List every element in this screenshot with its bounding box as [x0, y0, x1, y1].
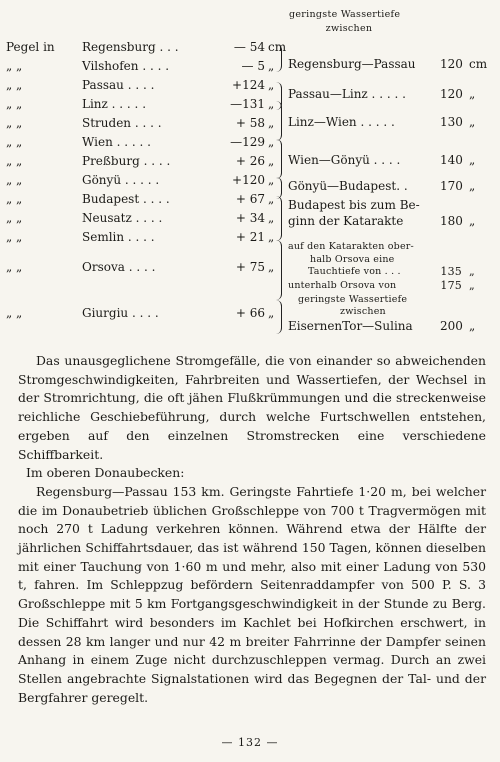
pegel-place: Semlin . . . . [82, 230, 155, 244]
pegel-unit: cm [268, 40, 287, 54]
route-unit: „ [469, 153, 476, 167]
route-unit: „ [469, 319, 476, 333]
pegel-unit: „ [268, 211, 275, 225]
pegel-value: —131 [230, 97, 265, 111]
section-heading: Im oberen Donaubecken: [26, 465, 185, 481]
pegel-place: Orsova . . . . [82, 260, 156, 274]
katarakte-line: geringste Wassertiefe [298, 294, 408, 305]
pegel-place: Neusatz . . . . [82, 211, 163, 225]
pegel-place: Preßburg . . . . [82, 154, 171, 168]
pegel-lead: „ „ [6, 230, 23, 244]
pegel-unit: „ [268, 230, 275, 244]
pegel-value: + 21 [235, 230, 265, 244]
route-unit: „ [469, 87, 476, 101]
route-unit: „ [469, 179, 476, 193]
route-name: Regensburg—Passau [288, 57, 416, 71]
pegel-unit: „ [268, 97, 275, 111]
route-name: Linz—Wien . . . . . [288, 115, 395, 129]
pegel-lead: „ „ [6, 97, 23, 111]
paragraph: Das unausgeglichene Stromgefälle, die von einander so abweichenden Stromgeschwindigkeiten, Fahrbreiten und Wassertiefen, der Wechsel in der Stromrichtung, die oft jähen Flußkrümmungen und die streckenweise reichliche Geschiebeführung, durch welche Furtschwellen entstehen, ergeben auf den einzelnen Stromstrecken eine verschiedene Schiffbarkeit. [18, 353, 486, 462]
brace [271, 139, 282, 179]
pegel-lead: „ „ [6, 59, 23, 73]
header-line-2: zwischen [325, 23, 373, 34]
route-name-line1: Budapest bis zum Be- [288, 198, 420, 212]
header-line-1: geringste Wassertiefe [289, 9, 401, 20]
pegel-lead: „ „ [6, 260, 23, 274]
pegel-unit: „ [268, 173, 275, 187]
pegel-place: Passau . . . . [82, 78, 155, 92]
pegel-unit: „ [268, 306, 275, 320]
pegel-value: +120 [232, 173, 265, 187]
katarakte-line: zwischen [340, 306, 386, 317]
route-value: 140 [440, 153, 463, 167]
pegel-lead: „ „ [6, 192, 23, 206]
pegel-value: + 66 [235, 306, 265, 320]
katarakte-line: halb Orsova eine [310, 254, 395, 265]
route-value: 120 [440, 87, 463, 101]
route-name: Passau—Linz . . . . . [288, 87, 406, 101]
pegel-value: — 54 [233, 40, 265, 54]
pegel-lead: „ „ [6, 173, 23, 187]
brace [271, 196, 282, 241]
katarakte-note [288, 305, 493, 319]
pegel-unit: „ [268, 192, 275, 206]
brace [271, 300, 282, 334]
route-unit: „ [469, 214, 476, 228]
katarakte-unit: „ [469, 265, 475, 278]
pegel-place: Struden . . . . [82, 116, 162, 130]
pegel-place: Gönyü . . . . . [82, 173, 160, 187]
route-value: 180 [440, 214, 463, 228]
pegel-place: Regensburg . . . [82, 40, 179, 54]
route-name: Gönyü—Budapest. . [288, 179, 408, 193]
route-value: 120 [440, 57, 463, 71]
katarakte-note [288, 265, 493, 279]
pegel-place: Wien . . . . . [82, 135, 151, 149]
pegel-lead: „ „ [6, 135, 23, 149]
route-unit: cm [469, 57, 488, 71]
route-name: EisernenTor—Sulina [288, 319, 413, 333]
pegel-place: Vilshofen . . . . [82, 59, 170, 73]
pegel-lead: „ „ [6, 154, 23, 168]
table-header [289, 8, 429, 36]
pegel-unit: „ [268, 260, 275, 274]
route-name-line2: ginn der Katarakte [288, 214, 404, 228]
katarakte-line: Tauchtiefe von . . . [308, 266, 401, 277]
pegel-unit: „ [268, 59, 275, 73]
pegel-value: + 75 [235, 260, 265, 274]
pegel-unit: „ [268, 78, 275, 92]
katarakte-line: unterhalb Orsova von [288, 280, 397, 291]
pegel-value: —129 [230, 135, 265, 149]
pegel-unit: „ [268, 116, 275, 130]
pegel-value: + 34 [235, 211, 265, 225]
pegel-lead: „ „ [6, 78, 23, 92]
route-value: 130 [440, 115, 463, 129]
pegel-value: +124 [232, 78, 265, 92]
katarakte-value: 135 [440, 265, 462, 278]
pegel-place: Linz . . . . . [82, 97, 147, 111]
pegel-place: Giurgiu . . . . [82, 306, 159, 320]
route-unit: „ [469, 115, 476, 129]
page-number: — 132 — [221, 736, 279, 749]
pegel-lead: „ „ [6, 306, 23, 320]
pegel-value: + 58 [235, 116, 265, 130]
katarakte-value: 175 [440, 279, 462, 292]
brace [271, 44, 282, 72]
pegel-value: + 67 [235, 192, 265, 206]
brace [271, 101, 282, 141]
pegel-place: Budapest . . . . [82, 192, 170, 206]
pegel-unit: „ [268, 154, 275, 168]
pegel-value: — 5 [241, 59, 265, 73]
katarakte-note [288, 240, 493, 254]
pegel-unit: „ [268, 135, 275, 149]
route-value: 200 [440, 319, 463, 333]
katarakte-line: auf den Katarakten ober- [288, 241, 414, 252]
pegel-value: + 26 [235, 154, 265, 168]
body-text [18, 352, 486, 707]
pegel-lead: „ „ [6, 116, 23, 130]
pegel-lead: Pegel in [6, 40, 55, 54]
brace [271, 240, 282, 300]
route-value: 170 [440, 179, 463, 193]
katarakte-unit: „ [469, 279, 475, 292]
pegel-lead: „ „ [6, 211, 23, 225]
route-name: Wien—Gönyü . . . . [288, 153, 401, 167]
katarakte-note [288, 279, 493, 293]
paragraph: Regensburg—Passau 153 km. Geringste Fahrtiefe 1·20 m, bei welcher die im Donaubetrieb üblichen Großschleppe von 700 t Tragvermögen mit noch 270 t Ladung verkehren können. Während etwa der Hälfte der jährlichen Schiffahrtsdauer, das ist während 150 Tagen, können dieselben mit einer Tauchung von 1·60 m und mehr, also mit einer Ladung von 530 t, fahren. Im Schleppzug befördern Seitenraddampfer von 500 P. S. 3 Großschleppe mit 5 km Fortgangsgeschwindigkeit in der Stunde zu Berg. Die Schiffahrt wird besonders im Kachlet bei Hofkirchen erschwert, in dessen 28 km langer und nur 42 m breiter Fahrrinne der Dampfer seinen Anhang in einem Zuge nicht durchzuschleppen vermag. Durch an zwei Stellen angebrachte Signalstationen wird das Begegnen der Tal- und der Bergfahrer geregelt. [18, 483, 486, 705]
